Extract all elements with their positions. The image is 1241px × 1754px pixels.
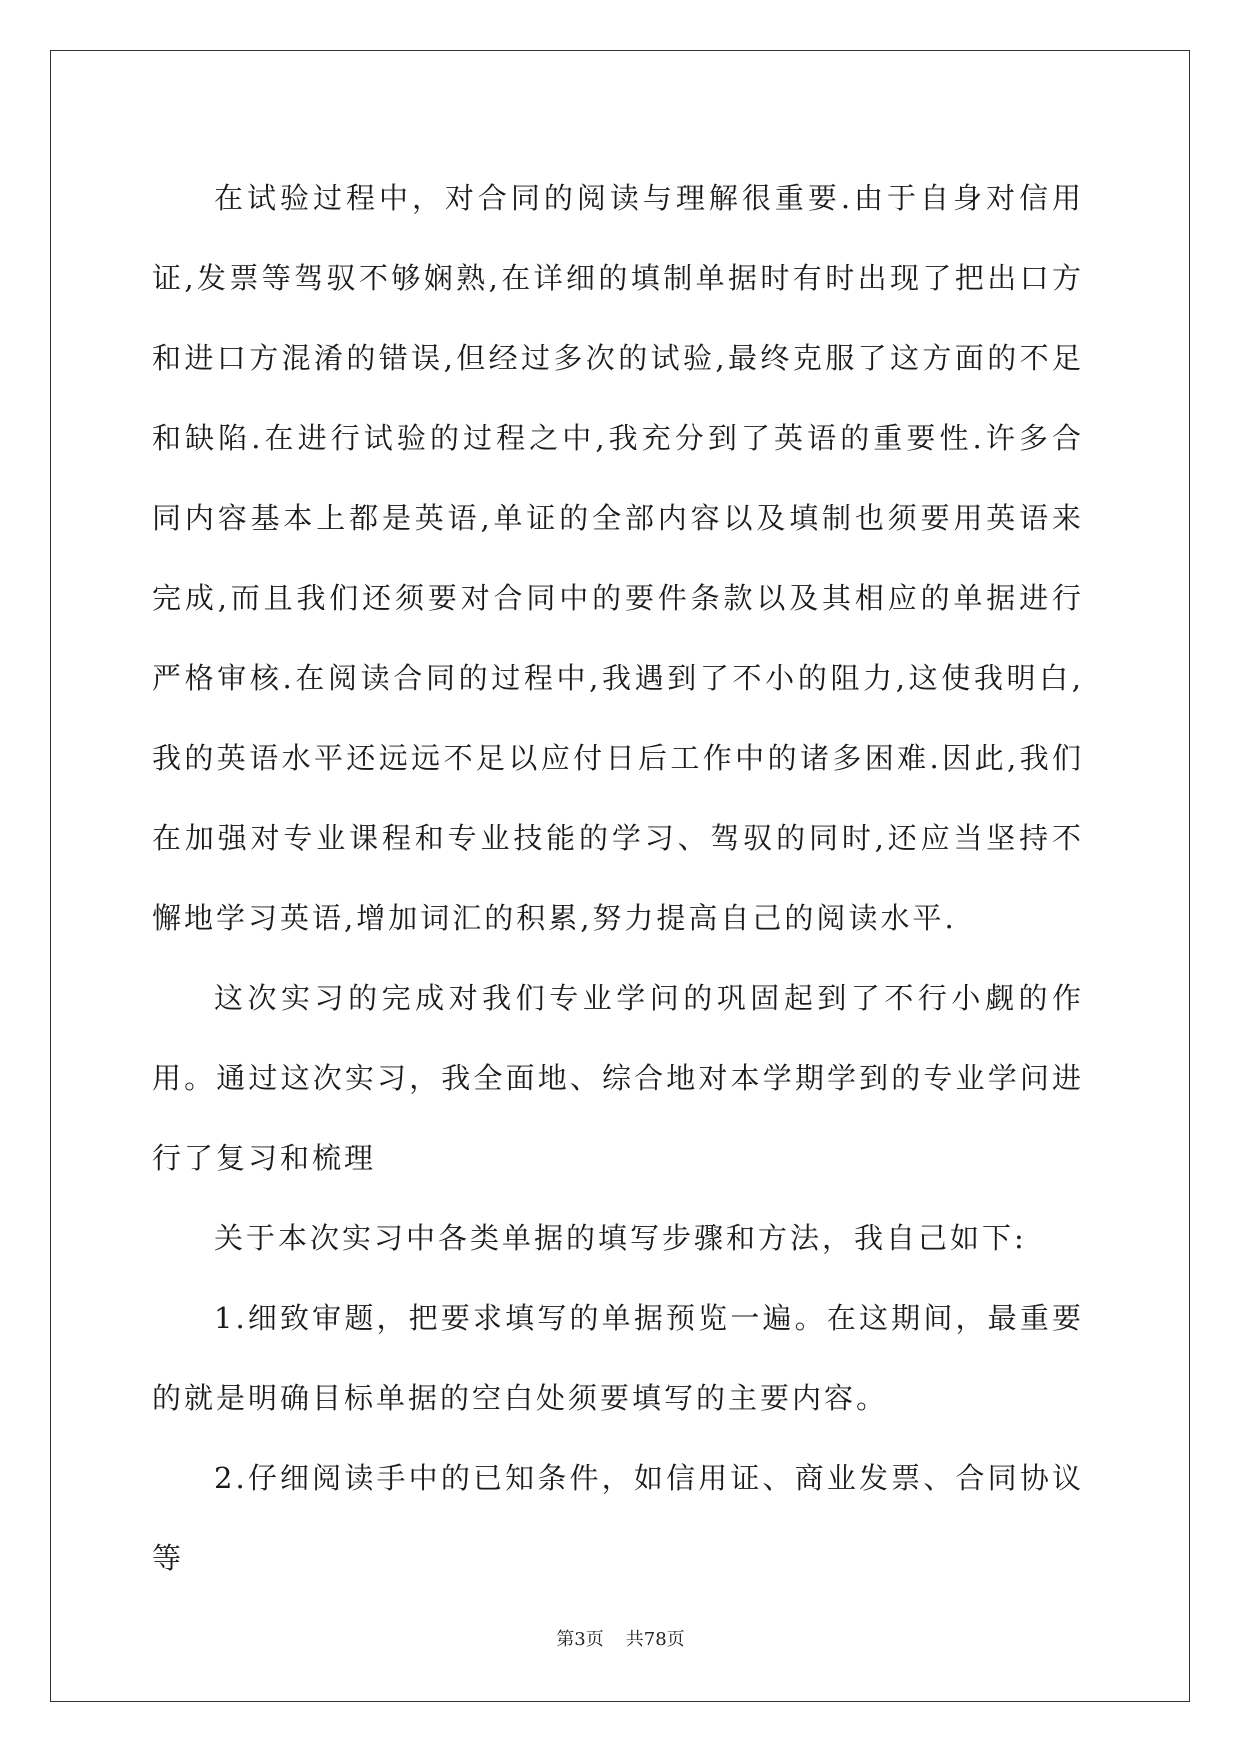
paragraph: 2.仔细阅读手中的已知条件，如信用证、商业发票、合同协议等	[152, 1461, 1084, 1575]
paragraph: 在试验过程中，对合同的阅读与理解很重要.由于自身对信用证,发票等驾驭不够娴熟,在详细的填制单据时有时出现了把出口方和进口方混淆的错误,但经过多次的试验,最终克服了这方面的不足和缺陷.在进行试验的过程之中,我充分到了英语的重要性.许多合同内容基本上都是英语,单证的全部内容以及填制也须要用英语来完成,而且我们还须要对合同中的要件条款以及其相应的单据进行严格审核.在阅读合同的过程中,我遇到了不小的阻力,这使我明白,我的英语水平还远远不足以应付日后工作中的诸多困难.因此,我们在加强对专业课程和专业技能的学习、驾驭的同时,还应当坚持不懈地学习英语,增加词汇的积累,努力提高自己的阅读水平.	[152, 181, 1084, 935]
paragraph: 这次实习的完成对我们专业学问的巩固起到了不行小觑的作用。通过这次实习，我全面地、综合地对本学期学到的专业学问进行了复习和梳理	[152, 981, 1084, 1175]
page-number: 第3页	[556, 1629, 604, 1650]
page-total: 共78页	[625, 1629, 685, 1650]
paragraph: 关于本次实习中各类单据的填写步骤和方法，我自己如下:	[214, 1221, 1027, 1255]
page-footer	[0, 1625, 1241, 1651]
document-body	[152, 158, 1084, 1598]
paragraph: 1.细致审题，把要求填写的单据预览一遍。在这期间，最重要的就是明确目标单据的空白处须要填写的主要内容。	[152, 1301, 1084, 1415]
